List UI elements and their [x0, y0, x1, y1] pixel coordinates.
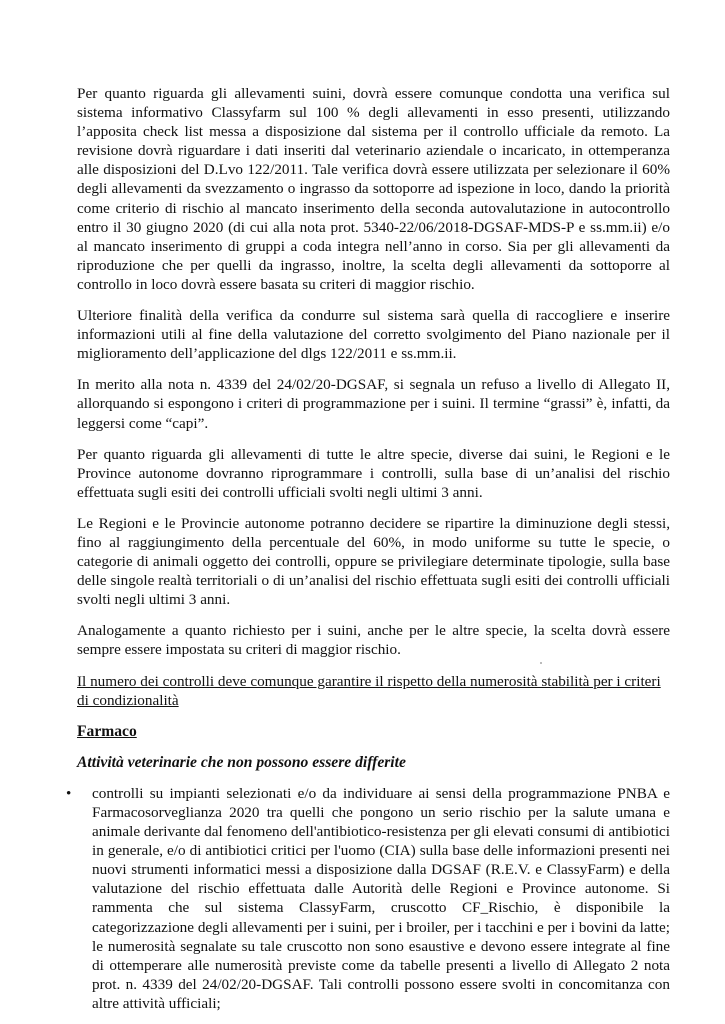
underlined-note: Il numero dei controlli deve comunque garantire il rispetto della numerosità stabilità per i criteri di condizionalità	[77, 672, 661, 709]
document-page	[66, 84, 670, 1013]
bullet-icon: •	[66, 784, 72, 802]
paragraph-nota-4339: In merito alla nota n. 4339 del 24/02/20-DGSAF, si segnala un refuso a livello di Allegato II, allorquando si espongono i criteri di programmazione per i suini. Il termine “grassi” è, infatti, da leggersi come “capi”.	[77, 376, 670, 432]
paragraph-analogamente: Analogamente a quanto richiesto per i suini, anche per le altre specie, la scelta dovrà essere sempre essere impostata su criteri di maggior rischio.	[77, 622, 670, 659]
section-heading-farmaco: Farmaco	[77, 722, 137, 740]
paragraph-altre-specie: Per quanto riguarda gli allevamenti di tutte le altre specie, diverse dai suini, le Regioni e le Province autonome dovranno riprogrammare i controlli, sulla base di un’analisi del rischio effettuata sugli esiti dei controlli ufficiali svolti negli ultimi 3 anni.	[77, 445, 670, 501]
paragraph-ulteriore-finalita: Ulteriore finalità della verifica da condurre sul sistema sarà quella di raccogliere e inserire informazioni utili al fine della valutazione del corretto svolgimento del Piano nazionale per il miglioramento dell’applicazione del dlgs 122/2011 e ss.mm.ii.	[77, 307, 670, 363]
paragraph-suini-verifica: Per quanto riguarda gli allevamenti suini, dovrà essere comunque condotta una verifica sul sistema informativo Classyfarm sul 100 % degli allevamenti in esso presenti, utilizzando l’apposita check list messa a disposizione dal sistema per il controllo ufficiale da remoto. La revisione dovrà riguardare i dati inseriti dal veterinario aziendale o incaricato, in ottemperanza alle disposizioni del D.Lvo 122/2011. Tale verifica dovrà essere utilizzata per selezionare il 60% degli allevamenti da svezzamento o ingrasso da sottoporre ad ispezione in loco, dando la priorità come criterio di rischio al mancato inserimento della seconda autovalutazione in autocontrollo entro il 30 giugno 2020 (di cui alla nota prot. 5340-22/06/2018-DGSAF-MDS-P e ss.mm.ii) e/o al mancato inserimento di gruppi a coda integra nell’anno in corso. Sia per gli allevamenti da riproduzione che per quelli da ingrasso, inoltre, la scelta degli allevamenti da sottoporre al controllo in loco dovrà essere basata su criteri di maggior rischio.	[77, 85, 670, 293]
paragraph-regioni-province: Le Regioni e le Provincie autonome potranno decidere se ripartire la diminuzione degli stessi, fino al raggiungimento della percentuale del 60%, in modo uniforme su tutte le specie, o categorie di animali oggetto dei controlli, oppure se privilegiare determinate tipologie, sulla base delle singole realtà territoriali o di un’analisi del rischio effettuata sugli esiti dei controlli ufficiali svolti negli ultimi 3 anni.	[77, 514, 670, 609]
bullet-item	[66, 784, 670, 1013]
bullet-text: controlli su impianti selezionati e/o da individuare ai sensi della programmazione PNBA e Farmacosorveglianza 2020 tra quelli che pongono un serio rischio per la salute umana e animale derivante dal fenomeno dell'antibiotico-resistenza per gli elevati consumi di antibiotici in generale, e/o di antibiotici critici per l'uomo (CIA) sulla base delle informazioni presenti nei nuovi strumenti informatici messi a disposizione dalla DGSAF (R.E.V. e ClassyFarm) e della valutazione del rischio effettuata dalle Autorità delle Regioni e Province autonome. Si rammenta che sul sistema ClassyFarm, cruscotto CF_Rischio, è disponibile la categorizzazione degli allevamenti per i suini, per i broiler, per i tacchini e per i bovini da latte; le numerosità segnalate su tale cruscotto non sono esaustive e devono essere integrate al fine di ottemperare alle numerosità previste come da tabelle presenti a livello di Allegato 2 nota prot. n. 4339 del 24/02/20-DGSAF. Tali controlli possono essere svolti in concomitanza con altre attività ufficiali;	[92, 784, 670, 1012]
subheading-attivita-veterinarie: Attività veterinarie che non possono essere differite	[77, 753, 406, 771]
bullet-list	[66, 784, 670, 1013]
scan-speck	[540, 662, 542, 664]
